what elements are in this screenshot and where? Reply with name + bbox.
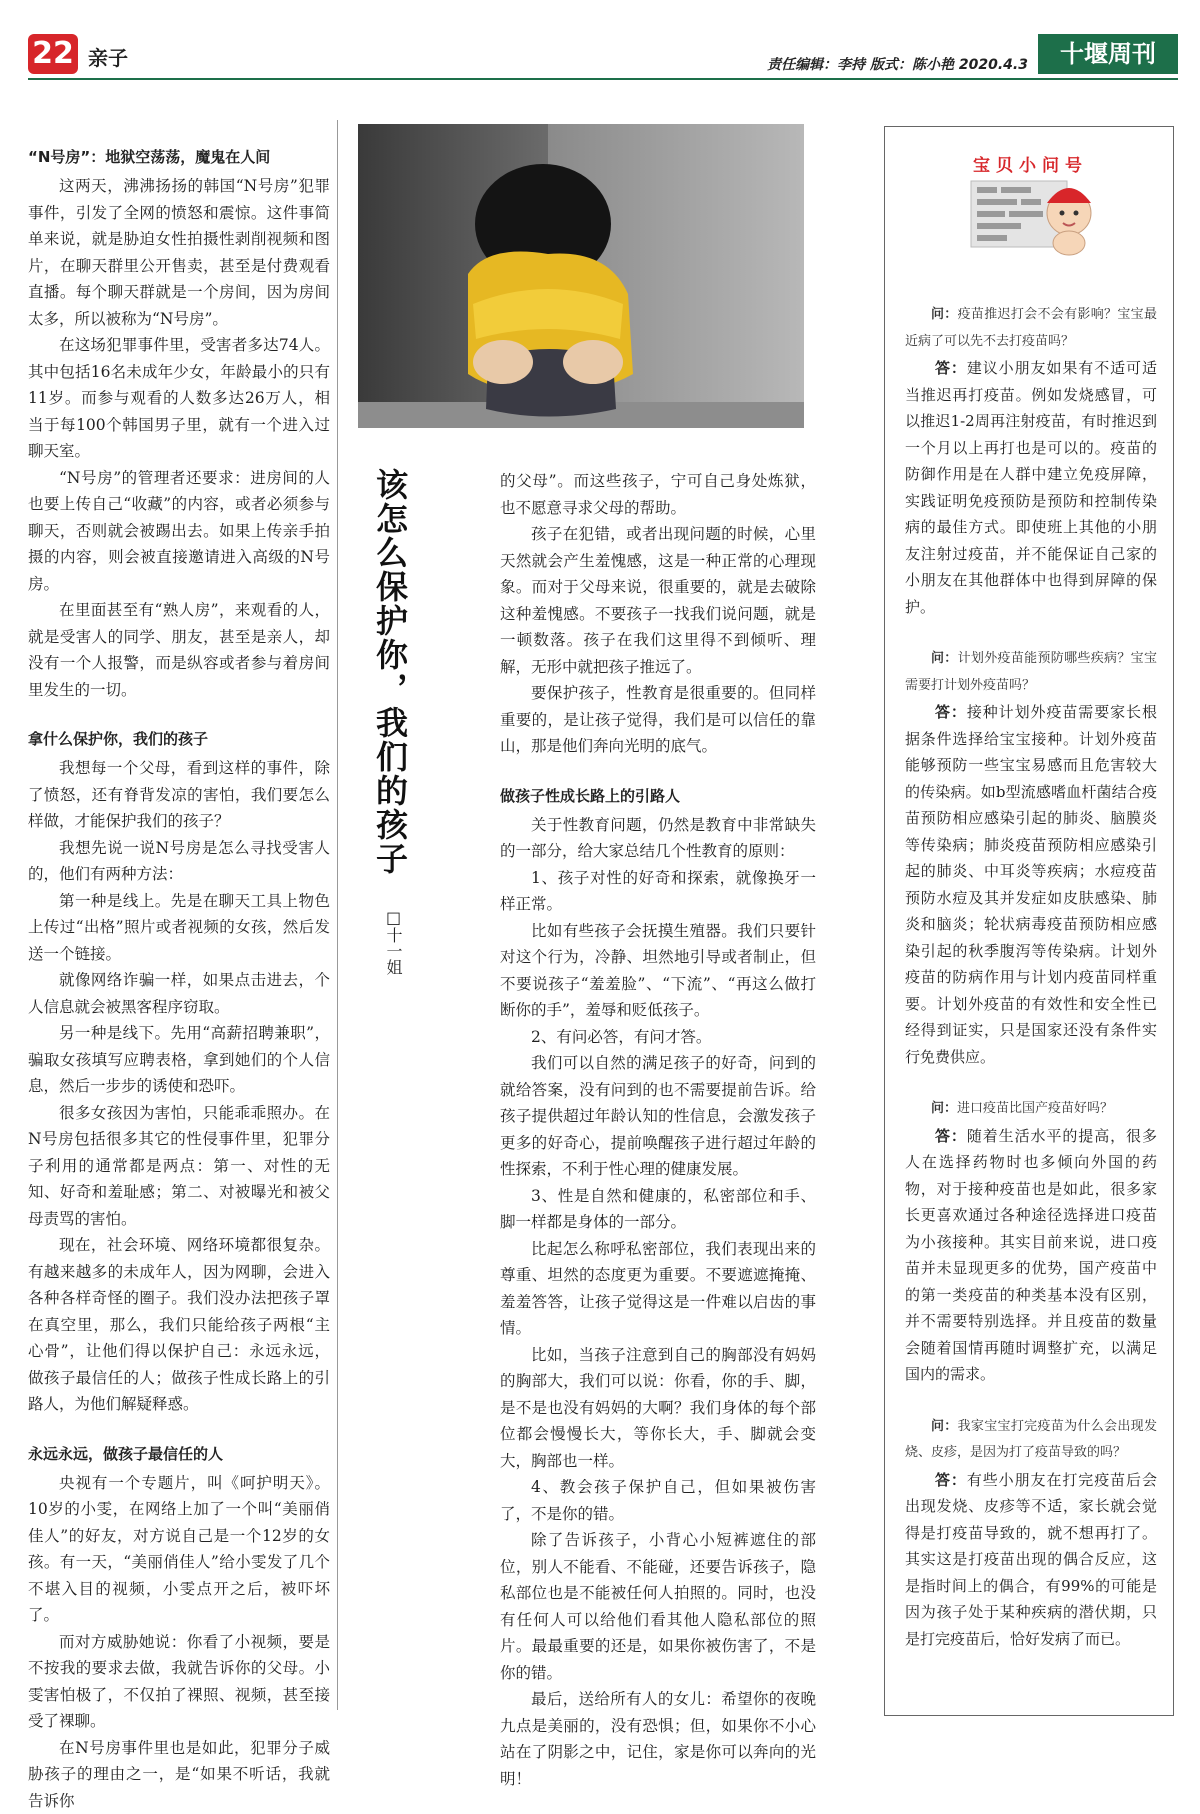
qa-question: 问：计划外疫苗能预防哪些疾病？宝宝需要打计划外疫苗吗？ <box>905 646 1157 699</box>
section-gap <box>28 1418 330 1442</box>
paragraph: 我想先说一说N号房是怎么寻找受害人的，他们有两种方法： <box>28 835 330 888</box>
paragraph: 央视有一个专题片，叫《呵护明天》。10岁的小雯，在网络上加了一个叫“美丽俏佳人”的好友，对方说自己是一个12岁的女孩。有一天，“美丽俏佳人”给小雯发了几个不堪入目的视频，小雯点开之后，被吓坏了。 <box>28 1470 330 1629</box>
paragraph: 比如，当孩子注意到自己的胸部没有妈妈的胸部大，我们可以说：你看，你的手、脚，是不是也没有妈妈的大啊？我们身体的每个部位都会慢慢长大，等你长大，手、脚就会变大，胸部也一样。 <box>500 1342 816 1475</box>
paragraph: 除了告诉孩子，小背心小短裤遮住的部位，别人不能看、不能碰，还要告诉孩子，隐私部位也是不能被任何人拍照的。同时，也没有任何人可以给他们看其他人隐私部位的照片。最最重要的还是，如果你被伤害了，不是你的错。 <box>500 1527 816 1686</box>
article-column-1 <box>28 145 330 1814</box>
paragraph: 的父母”。而这些孩子，宁可自己身处炼狱，也不愿意寻求父母的帮助。 <box>500 468 816 521</box>
article-title: 该怎么保护你，我们的孩子 <box>368 468 412 876</box>
article-column-2 <box>500 468 816 1792</box>
paragraph: 我们可以自然的满足孩子的好奇，问到的就给答案，没有问到的也不需要提前告诉。给孩子提供超过年龄认知的性信息，会激发孩子更多的好奇心，提前唤醒孩子进行超过年龄的性探索，不利于性心理的健康发展。 <box>500 1050 816 1183</box>
paragraph: 最后，送给所有人的女儿：希望你的夜晚九点是美丽的，没有恐惧；但，如果你不小心站在了阴影之中，记住，家是你可以奔向的光明！ <box>500 1686 816 1792</box>
qa-answer: 答：随着生活水平的提高，很多人在选择药物时也多倾向外国的药物，对于接种疫苗也是如此，很多家长更喜欢通过各种途径选择进口疫苗为小孩接种。其实目前来说，进口疫苗并未显现更多的优势，国产疫苗中的第一类疫苗的种类基本没有区别，并不需要特别选择。并且疫苗的数量会随着国情再随时调整扩充，以满足国内的需求。 <box>905 1123 1157 1388</box>
paragraph: 在这场犯罪事件里，受害者多达74人。其中包括16名未成年少女，年龄最小的只有11岁。而参与观看的人数多达26万人，相当于每100个韩国男子里，就有一个进入过聊天室。 <box>28 332 330 465</box>
qa-gap <box>905 620 1157 646</box>
page-number: 22 <box>28 34 78 74</box>
paragraph: 第一种是线上。先是在聊天工具上物色上传过“出格”照片或者视频的女孩，然后发送一个链接。 <box>28 888 330 968</box>
paragraph: 关于性教育问题，仍然是教育中非常缺失的一部分，给大家总结几个性教育的原则： <box>500 812 816 865</box>
editor-info: 责任编辑：李持 版式：陈小艳 2020.4.3 <box>767 54 1028 74</box>
answer-label: 答： <box>935 1471 967 1489</box>
column-divider <box>337 120 338 1710</box>
qa-answer: 答：接种计划外疫苗需要家长根据条件选择给宝宝接种。计划外疫苗能够预防一些宝宝易感而且危害较大的传染病。如b型流感嗜血杆菌结合疫苗预防相应感染引起的肺炎、脑膜炎等传染病；肺炎疫苗预防相应感染引起的肺炎、中耳炎等疾病；水痘疫苗预防水痘及其并发症如皮肤感染、肺炎和脑炎；轮状病毒疫苗预防相应感染引起的秋季腹泻等传染病。计划外疫苗的防病作用与计划内疫苗同样重要。计划外疫苗的有效性和安全性已经得到证实，只是国家还没有条件实行免费供应。 <box>905 699 1157 1070</box>
paragraph: 就像网络诈骗一样，如果点击进去，个人信息就会被黑客程序窃取。 <box>28 967 330 1020</box>
paragraph: 2、有问必答，有问才答。 <box>500 1024 816 1051</box>
masthead-logo: 十堰周刊 <box>1038 34 1178 74</box>
paragraph: 而对方威胁她说：你看了小视频，要是不按我的要求去做，我就告诉你的父母。小雯害怕极了，不仅拍了裸照、视频，甚至接受了裸聊。 <box>28 1629 330 1735</box>
paragraph: 4、教会孩子保护自己，但如果被伤害了，不是你的错。 <box>500 1474 816 1527</box>
question-label: 问： <box>931 1101 957 1116</box>
qa-answer: 答：有些小朋友在打完疫苗后会出现发烧、皮疹等不适，家长就会觉得是打疫苗导致的，就不想再打了。其实这是打疫苗出现的偶合反应，这是指时间上的偶合，有99%的可能是因为孩子处于某种疾病的潜伏期，只是打完疫苗后，恰好发病了而已。 <box>905 1467 1157 1653</box>
section-heading: 永远永远，做孩子最信任的人 <box>28 1442 330 1466</box>
qa-list <box>905 302 1157 1652</box>
qa-question: 问：我家宝宝打完疫苗为什么会出现发烧、皮疹，是因为打了疫苗导致的吗？ <box>905 1414 1157 1467</box>
header-rule <box>28 78 1178 80</box>
qa-answer: 答：建议小朋友如果有不适可适当推迟再打疫苗。例如发烧感冒，可以推迟1-2周再注射疫苗，有时推迟到一个月以上再打也是可以的。疫苗的防御作用是在人群中建立免疫屏障，实践证明免疫预防是预防和控制传染病的最佳方式。即使班上其他的小朋友注射过疫苗，并不能保证自己家的小朋友在其他群体中也得到屏障的保护。 <box>905 355 1157 620</box>
answer-label: 答： <box>935 1127 967 1145</box>
paragraph: 在里面甚至有“熟人房”，来观看的人，就是受害人的同学、朋友，甚至是亲人，却没有一个人报警，而是纵容或者参与着房间里发生的一切。 <box>28 597 330 703</box>
qa-sidebar <box>884 126 1174 1716</box>
answer-label: 答： <box>935 703 967 721</box>
qa-logo-text: 宝贝小问号 <box>973 151 1088 176</box>
paragraph: 3、性是自然和健康的，私密部位和手、脚一样都是身体的一部分。 <box>500 1183 816 1236</box>
paragraph: 孩子在犯错，或者出现问题的时候，心里天然就会产生羞愧感，这是一种正常的心理现象。而对于父母来说，很重要的，就是去破除这种羞愧感。不要孩子一找我们说问题，就是一顿数落。孩子在我们这里得不到倾听、理解，无形中就把孩子推远了。 <box>500 521 816 680</box>
article-photo <box>358 124 804 428</box>
question-label: 问： <box>931 307 958 322</box>
paragraph: 比起怎么称呼私密部位，我们表现出来的尊重、坦然的态度更为重要。不要遮遮掩掩、羞羞答答，让孩子觉得这是一件难以启齿的事情。 <box>500 1236 816 1342</box>
qa-question: 问：进口疫苗比国产疫苗好吗？ <box>905 1096 1157 1123</box>
section-heading: 做孩子性成长路上的引路人 <box>500 784 816 808</box>
paragraph: 另一种是线下。先用“高薪招聘兼职”，骗取女孩填写应聘表格，拿到她们的个人信息，然后一步步的诱使和恐吓。 <box>28 1020 330 1100</box>
article-author: □十一姐 <box>382 908 404 975</box>
page-header <box>28 34 1178 78</box>
qa-gap <box>905 1070 1157 1096</box>
question-label: 问： <box>931 651 958 666</box>
paragraph: 现在，社会环境、网络环境都很复杂。有越来越多的未成年人，因为网聊，会进入各种各样奇怪的圈子。我们没办法把孩子罩在真空里，那么，我们只能给孩子两根“主心骨”，让他们得以保护自己：永远永远，做孩子最信任的人；做孩子性成长路上的引路人，为他们解疑释惑。 <box>28 1232 330 1418</box>
qa-question: 问：疫苗推迟打会不会有影响？宝宝最近病了可以先不去打疫苗吗？ <box>905 302 1157 355</box>
article-title-block <box>368 468 412 876</box>
paragraph: 比如有些孩子会抚摸生殖器。我们只要针对这个行为，冷静、坦然地引导或者制止，但不要说孩子“羞羞脸”、“下流”、“再这么做打断你的手”，羞辱和贬低孩子。 <box>500 918 816 1024</box>
paragraph: 1、孩子对性的好奇和探索，就像换牙一样正常。 <box>500 865 816 918</box>
section-heading: 拿什么保护你，我们的孩子 <box>28 727 330 751</box>
answer-label: 答： <box>935 359 967 377</box>
paragraph: 在N号房事件里也是如此，犯罪分子威胁孩子的理由之一，是“如果不听话，我就告诉你 <box>28 1735 330 1814</box>
child-crying-illustration <box>358 124 804 428</box>
qa-logo <box>951 143 1109 258</box>
paragraph: 我想每一个父母，看到这样的事件，除了愤怒，还有脊背发凉的害怕，我们要怎么样做，才能保护我们的孩子？ <box>28 755 330 835</box>
paragraph: 很多女孩因为害怕，只能乖乖照办。在N号房包括很多其它的性侵事件里，犯罪分子利用的通常都是两点：第一、对性的无知、好奇和羞耻感；第二、对被曝光和被父母责骂的害怕。 <box>28 1100 330 1233</box>
paragraph: “N号房”的管理者还要求：进房间的人也要上传自己“收藏”的内容，或者必须参与聊天，否则就会被踢出去。如果上传亲手拍摄的内容，则会被直接邀请进入高级的N号房。 <box>28 465 330 598</box>
section-name: 亲子 <box>88 42 128 71</box>
question-label: 问： <box>931 1419 958 1434</box>
section-gap <box>500 760 816 784</box>
paragraph: 要保护孩子，性教育是很重要的。但同样重要的，是让孩子觉得，我们是可以信任的靠山，那是他们奔向光明的底气。 <box>500 680 816 760</box>
section-gap <box>28 703 330 727</box>
qa-gap <box>905 1388 1157 1414</box>
section-heading: “N号房”：地狱空荡荡，魔鬼在人间 <box>28 145 330 169</box>
paragraph: 这两天，沸沸扬扬的韩国“N号房”犯罪事件，引发了全网的愤怒和震惊。这件事简单来说，就是胁迫女性拍摄性剥削视频和图片，在聊天群里公开售卖，甚至是付费观看直播。每个聊天群就是一个房间，因为房间太多，所以被称为“N号房”。 <box>28 173 330 332</box>
